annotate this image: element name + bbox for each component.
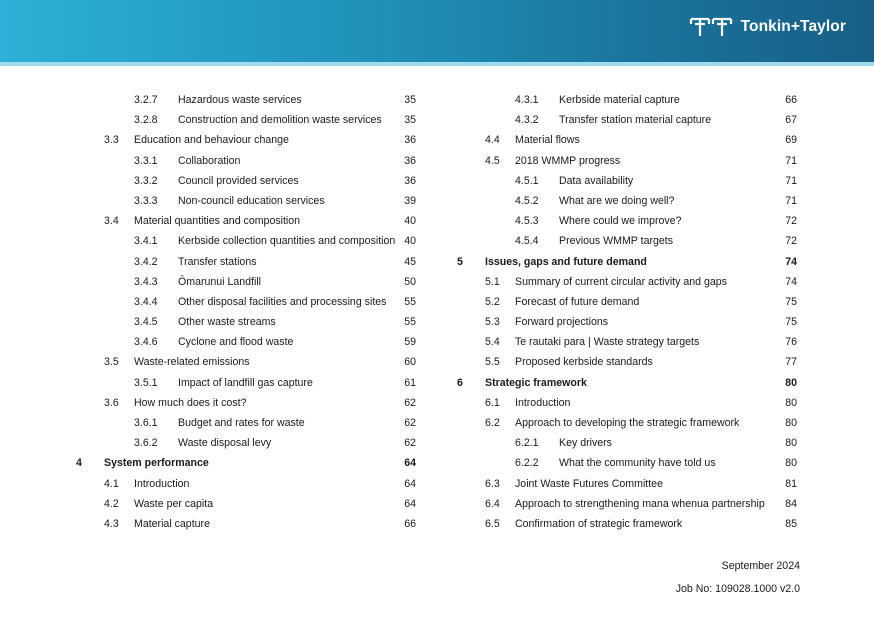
toc-entry[interactable] xyxy=(76,130,416,150)
toc-entry-page: 74 xyxy=(785,255,797,268)
toc-entry[interactable] xyxy=(457,393,797,413)
toc-entry-number: 5.2 xyxy=(485,295,500,308)
toc-entry-title: Te rautaki para | Waste strategy targets xyxy=(515,336,700,349)
toc-entry-title: Impact of landfill gas capture xyxy=(178,376,313,389)
toc-entry-page: 62 xyxy=(404,437,416,450)
toc-entry-page: 72 xyxy=(785,235,797,248)
toc-entry-page: 36 xyxy=(404,154,416,167)
toc-entry[interactable] xyxy=(76,252,416,272)
toc-entry[interactable] xyxy=(457,272,797,292)
toc-entry-page: 61 xyxy=(404,376,416,389)
toc-entry[interactable] xyxy=(76,413,416,433)
toc-entry-title: Forecast of future demand xyxy=(515,295,640,308)
toc-entry-page: 66 xyxy=(404,517,416,530)
toc-entry-number: 6.2 xyxy=(485,417,500,429)
toc-entry-number: 6.5 xyxy=(485,517,500,530)
toc-entry-number: 5.3 xyxy=(485,316,500,329)
toc-entry-title: Introduction xyxy=(134,477,190,490)
toc-entry-title: What are we doing well? xyxy=(559,194,675,207)
toc-entry-number: 4.5.4 xyxy=(515,235,539,248)
toc-entry-title: Waste per capita xyxy=(134,497,214,510)
toc-entry-number: 4.1 xyxy=(104,477,119,490)
toc-entry-page: 64 xyxy=(404,497,416,510)
toc-entry[interactable] xyxy=(76,191,416,211)
toc-entry-page: 72 xyxy=(785,215,797,228)
toc-entry[interactable] xyxy=(457,332,797,352)
toc-entry-number: 3.4.3 xyxy=(134,275,158,288)
toc-entry-title: Confirmation of strategic framework xyxy=(515,517,683,530)
toc-entry-page: 80 xyxy=(785,376,797,389)
toc-entry-number: 4.3.2 xyxy=(515,114,539,127)
toc-entry-page: 75 xyxy=(785,316,797,329)
toc-entry-number: 4 xyxy=(76,457,82,470)
toc-entry-number: 3.3.2 xyxy=(134,174,158,187)
toc-entry[interactable] xyxy=(457,514,797,534)
toc-entry-number: 3.4.4 xyxy=(134,295,158,308)
toc-entry[interactable] xyxy=(76,494,416,514)
toc-entry[interactable] xyxy=(76,211,416,231)
toc-entry-number: 3.6.2 xyxy=(134,437,158,450)
toc-entry-title: Approach to developing the strategic framework xyxy=(515,417,740,429)
toc-entry[interactable] xyxy=(457,373,797,393)
toc-entry[interactable] xyxy=(76,90,416,110)
toc-entry-number: 6.3 xyxy=(485,477,500,490)
toc-entry-title: Other disposal facilities and processing sites xyxy=(178,295,387,308)
toc-entry[interactable] xyxy=(76,312,416,332)
toc-entry-page: 80 xyxy=(785,417,797,429)
toc-entry-page: 35 xyxy=(404,94,416,106)
toc-entry-page: 80 xyxy=(785,396,797,409)
toc-entry-title: Ōmarunui Landfill xyxy=(178,275,262,288)
toc-entry-page: 74 xyxy=(785,275,797,288)
toc-entry[interactable] xyxy=(457,110,797,130)
toc-entry-page: 76 xyxy=(785,336,797,349)
toc-entry-number: 6.2.2 xyxy=(515,457,539,470)
footer-date: September 2024 xyxy=(721,560,800,572)
toc-entry-number: 6.4 xyxy=(485,497,500,510)
toc-entry-page: 55 xyxy=(404,316,416,329)
toc-entry-page: 35 xyxy=(404,114,416,127)
toc-entry[interactable] xyxy=(457,130,797,150)
toc-entry-page: 40 xyxy=(404,235,416,248)
toc-entry-page: 71 xyxy=(785,154,797,167)
toc-entry-number: 3.4.2 xyxy=(134,255,158,268)
toc-entry[interactable] xyxy=(457,413,797,433)
toc-entry-page: 71 xyxy=(785,174,797,187)
toc-entry-number: 3.3.3 xyxy=(134,194,158,207)
toc-entry-page: 62 xyxy=(404,417,416,429)
toc-entry-title: Transfer station material capture xyxy=(559,114,712,127)
toc-entry-number: 5 xyxy=(457,255,463,268)
toc-entry-title: Kerbside material capture xyxy=(559,94,680,106)
toc-entry-number: 3.4.5 xyxy=(134,316,158,329)
toc-entry[interactable] xyxy=(76,433,416,453)
toc-entry-title: Material quantities and composition xyxy=(134,215,301,228)
toc-entry-page: 66 xyxy=(785,94,797,106)
toc-entry[interactable] xyxy=(457,352,797,372)
toc-entry-title: Data availability xyxy=(559,174,634,187)
toc-entry-number: 3.3.1 xyxy=(134,154,158,167)
logo-text: Tonkin+Taylor xyxy=(740,18,846,35)
toc-entry-title: Other waste streams xyxy=(178,316,276,329)
toc-entry[interactable] xyxy=(457,191,797,211)
page-header xyxy=(0,0,874,62)
toc-entry-page: 36 xyxy=(404,134,416,147)
toc-entry[interactable] xyxy=(76,352,416,372)
toc-entry-page: 85 xyxy=(785,517,797,530)
toc-entry-page: 64 xyxy=(404,457,416,470)
toc-entry-title: Forward projections xyxy=(515,316,609,329)
toc-entry[interactable] xyxy=(457,171,797,191)
toc-entry-title: Transfer stations xyxy=(178,255,257,268)
toc-entry[interactable] xyxy=(76,514,416,534)
toc-entry[interactable] xyxy=(457,151,797,171)
page-footer xyxy=(676,555,800,601)
company-logo xyxy=(689,15,846,39)
toc-entry[interactable] xyxy=(457,312,797,332)
toc-entry-number: 3.4 xyxy=(104,215,119,228)
toc-entry[interactable] xyxy=(76,231,416,251)
toc-entry-title: Council provided services xyxy=(178,174,299,187)
toc-entry-number: 4.4 xyxy=(485,134,500,147)
toc-entry[interactable] xyxy=(457,252,797,272)
toc-entry-page: 62 xyxy=(404,396,416,409)
toc-entry-title: Proposed kerbside standards xyxy=(515,356,653,369)
toc-entry[interactable] xyxy=(76,373,416,393)
toc-entry-number: 3.4.6 xyxy=(134,336,158,349)
toc-entry-title: Cyclone and flood waste xyxy=(178,336,294,349)
toc-entry-title: Previous WMMP targets xyxy=(559,235,674,248)
toc-entry-page: 55 xyxy=(404,295,416,308)
toc-entry-number: 4.2 xyxy=(104,497,119,510)
toc-entry-number: 3.2.8 xyxy=(134,114,158,127)
toc-entry[interactable] xyxy=(457,474,797,494)
toc-entry-number: 5.5 xyxy=(485,356,500,369)
toc-entry-number: 3.4.1 xyxy=(134,235,158,248)
toc-entry-title: Waste-related emissions xyxy=(134,356,250,369)
toc-entry-title: What the community have told us xyxy=(559,457,716,470)
toc-entry-page: 75 xyxy=(785,295,797,308)
toc-entry-page: 84 xyxy=(785,497,797,510)
toc-entry-number: 3.2.7 xyxy=(134,94,158,106)
toc-entry-title: Where could we improve? xyxy=(559,215,682,228)
toc-entry-page: 81 xyxy=(785,477,797,490)
toc-entry-title: Approach to strengthening mana whenua partnership xyxy=(515,497,765,510)
toc-entry[interactable] xyxy=(76,110,416,130)
toc-entry[interactable] xyxy=(76,272,416,292)
toc-entry-number: 4.5.3 xyxy=(515,215,539,228)
toc-entry-title: How much does it cost? xyxy=(134,396,247,409)
toc-entry-number: 5.1 xyxy=(485,275,500,288)
toc-entry-title: Strategic framework xyxy=(485,376,587,389)
toc-entry-number: 5.4 xyxy=(485,336,500,349)
toc-entry-page: 45 xyxy=(404,255,416,268)
toc-entry-page: 60 xyxy=(404,356,416,369)
toc-column-left xyxy=(76,90,416,534)
footer-job-number: Job No: 109028.1000 v2.0 xyxy=(675,583,800,595)
toc-entry-title: Construction and demolition waste services xyxy=(178,114,382,127)
toc-entry-number: 6 xyxy=(457,376,463,389)
toc-entry-title: Education and behaviour change xyxy=(134,134,289,147)
toc-entry-title: System performance xyxy=(104,457,209,470)
toc-entry-number: 6.2.1 xyxy=(515,437,539,450)
toc-entry-page: 80 xyxy=(785,437,797,450)
toc-entry-page: 50 xyxy=(404,275,416,288)
toc-entry-title: Material flows xyxy=(515,134,580,147)
tt-logo-icon xyxy=(689,16,735,38)
toc-column-right xyxy=(457,90,797,534)
toc-entry-title: Material capture xyxy=(134,517,210,530)
toc-entry-title: Non-council education services xyxy=(178,194,325,207)
toc-entry-page: 80 xyxy=(785,457,797,470)
toc-entry[interactable] xyxy=(76,151,416,171)
toc-entry-number: 4.3.1 xyxy=(515,94,539,106)
header-accent-line xyxy=(0,62,874,66)
toc-entry-number: 3.6.1 xyxy=(134,417,158,429)
toc-entry-page: 67 xyxy=(785,114,797,127)
toc-entry-title: Issues, gaps and future demand xyxy=(485,255,647,268)
toc-entry-title: Kerbside collection quantities and composition xyxy=(178,235,396,248)
toc-entry-number: 4.5 xyxy=(485,154,500,167)
toc-entry-title: Summary of current circular activity and gaps xyxy=(515,275,727,288)
toc-entry[interactable] xyxy=(76,453,416,473)
toc-entry[interactable] xyxy=(76,474,416,494)
toc-entry-title: Joint Waste Futures Committee xyxy=(515,477,663,490)
toc-entry-page: 36 xyxy=(404,174,416,187)
toc-entry[interactable] xyxy=(457,231,797,251)
toc-entry[interactable] xyxy=(76,393,416,413)
toc-entry[interactable] xyxy=(76,332,416,352)
toc-entry[interactable] xyxy=(457,494,797,514)
toc-entry-title: Collaboration xyxy=(178,154,241,167)
toc-entry-title: 2018 WMMP progress xyxy=(515,154,621,167)
toc-entry-page: 64 xyxy=(404,477,416,490)
toc-entry-title: Hazardous waste services xyxy=(178,94,302,106)
toc-entry-number: 4.3 xyxy=(104,517,119,530)
toc-entry-page: 59 xyxy=(404,336,416,349)
toc-entry-title: Introduction xyxy=(515,396,571,409)
toc-entry[interactable] xyxy=(457,453,797,473)
toc-entry-number: 4.5.1 xyxy=(515,174,539,187)
toc-entry[interactable] xyxy=(457,433,797,453)
toc-entry-number: 3.5 xyxy=(104,356,119,369)
toc-entry-number: 3.6 xyxy=(104,396,119,409)
toc-entry-page: 39 xyxy=(404,194,416,207)
toc-entry[interactable] xyxy=(76,292,416,312)
toc-entry-title: Key drivers xyxy=(559,437,612,450)
toc-entry-number: 3.3 xyxy=(104,134,119,147)
toc-entry-number: 4.5.2 xyxy=(515,194,539,207)
toc-entry-page: 40 xyxy=(404,215,416,228)
toc-entry[interactable] xyxy=(457,292,797,312)
toc-entry[interactable] xyxy=(457,211,797,231)
toc-entry-page: 77 xyxy=(785,356,797,369)
toc-entry-title: Budget and rates for waste xyxy=(178,417,305,429)
toc-entry[interactable] xyxy=(457,90,797,110)
toc-entry-page: 69 xyxy=(785,134,797,147)
toc-entry-title: Waste disposal levy xyxy=(178,437,272,450)
toc-entry[interactable] xyxy=(76,171,416,191)
toc-entry-number: 6.1 xyxy=(485,396,500,409)
toc-entry-page: 71 xyxy=(785,194,797,207)
toc-entry-number: 3.5.1 xyxy=(134,376,158,389)
